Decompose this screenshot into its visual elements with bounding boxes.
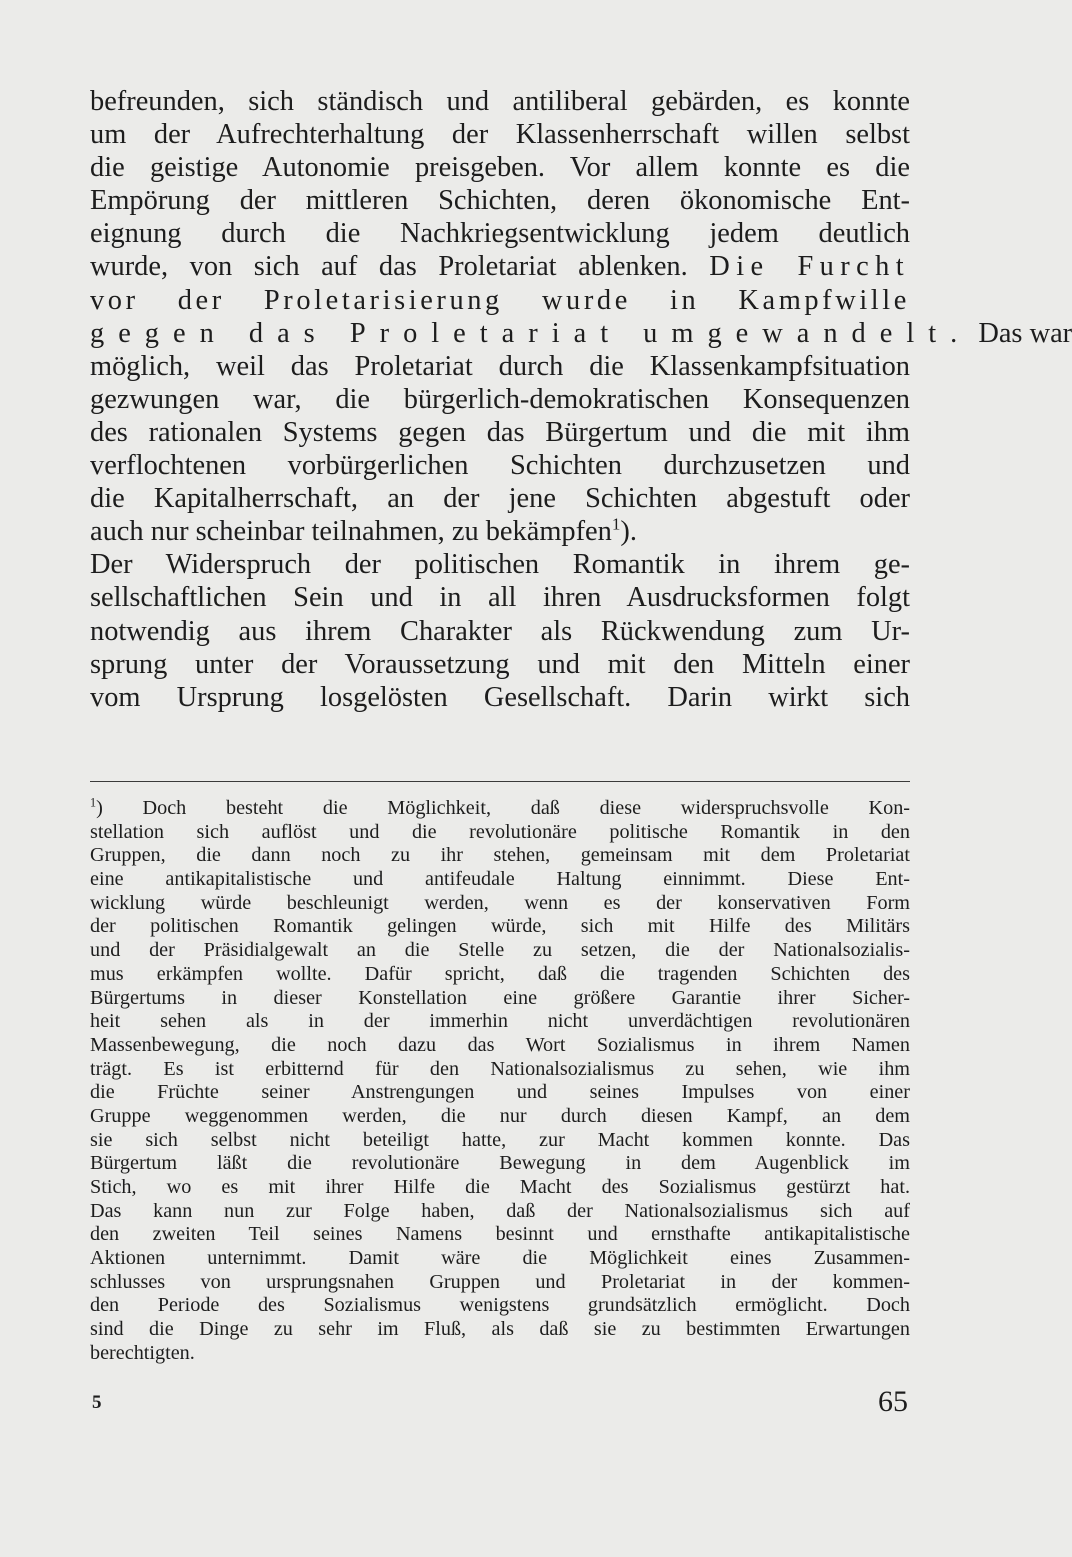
text-span: wurde, von sich auf das Proletariat ablenken. [90,251,688,283]
text-line: sprung unter der Voraussetzung und mit den Mitteln einer [90,648,910,680]
footnote-divider [90,781,910,782]
text-line: möglich, weil das Proletariat durch die Klassenkampfsituation [90,350,910,382]
footnote-line: sind die Dinge zu sehr im Fluß, als daß sie zu bestimmten Erwartungen [90,1318,910,1341]
footnote-line: sie sich selbst nicht beteiligt hatte, zur Macht kommen konnte. Das [90,1128,910,1151]
footnote-line: den Periode des Sozialismus wenigstens grundsätzlich ermöglicht. Doch [90,1294,910,1317]
text-line: Empörung der mittleren Schichten, deren ökonomische Ent- [90,185,910,217]
text-span: auch nur scheinbar teilnahmen, zu bekämpfen [90,516,612,548]
text-line: die geistige Autonomie preisgeben. Vor allem konnte es die [90,152,910,184]
footnote-line [90,797,910,821]
footnote-line: Bürgertums in dieser Konstellation eine größere Garantie ihrer Sicher- [90,986,910,1009]
footnote-line: stellation sich auflöst und die revolutionäre politische Romantik in den [90,820,910,843]
text-line: notwendig aus ihrem Charakter als Rückwendung zum Ur- [90,615,910,647]
footnote-line: Gruppen, die dann noch zu ihr stehen, gemeinsam mit dem Proletariat [90,844,910,867]
footnote-line: schlusses von ursprungsnahen Gruppen und Proletariat in der kommen- [90,1270,910,1293]
footnote-line: Massenbewegung, die noch dazu das Wort Sozialismus in ihrem Namen [90,1033,910,1056]
page-number: 65 [878,1385,908,1418]
text-span: Das war [978,317,1072,349]
footnote-line: Gruppe weggenommen werden, die nur durch diesen Kampf, an dem [90,1104,910,1127]
footnote-line: die Früchte seiner Anstrengungen und seines Impulses von einer [90,1081,910,1104]
text-line: eignung durch die Nachkriegsentwicklung jedem deutlich [90,218,910,250]
text-line: die Kapitalherrschaft, an der jene Schichten abgestuft oder [90,483,910,515]
footnote-line: der politischen Romantik gelingen würde, sich mit Hilfe des Militärs [90,915,910,938]
text-line: Der Widerspruch der politischen Romantik in ihrem ge- [90,549,910,581]
text-line: um der Aufrechterhaltung der Klassenherrschaft willen selbst [90,119,910,151]
text-line: vom Ursprung losgelösten Gesellschaft. Darin wirkt sich [90,681,910,713]
footnote-line: berechtigten. [90,1341,195,1364]
footnote-line: Aktionen unternimmt. Damit wäre die Möglichkeit eines Zusammen- [90,1247,910,1270]
text-line [90,317,1072,350]
text-line [90,250,910,283]
footnote-reference: 1 [611,514,621,534]
footnote-line: den zweiten Teil seines Namens besinnt und ernsthafte antikapitalistische [90,1223,910,1246]
footnote-line: Bürgertum läßt die revolutionäre Bewegung in dem Augenblick im [90,1152,910,1175]
footnote-line: mus erkämpfen wollte. Dafür spricht, daß die tragenden Schichten des [90,962,910,985]
footnote-marker-paren: ) [96,797,103,819]
footnote-line: Stich, wo es mit ihrer Hilfe die Macht des Sozialismus gestürzt hat. [90,1176,910,1198]
footnote-line: eine antikapitalistische und antifeudale Haltung einnimmt. Diese Ent- [90,868,910,891]
signature-mark: 5 [92,1392,102,1413]
main-text [90,85,1072,714]
emphasis-span: Die Furcht [709,251,910,283]
text-line: des rationalen Systems gegen das Bürgertum und die mit ihm [90,416,910,448]
footnote-line: Das kann nun zur Folge haben, daß der Nationalsozialismus sich auf [90,1199,910,1222]
footnote-marker: 1 [90,795,97,810]
footnote-line: heit sehen als in der immerhin nicht unverdächtigen revolutionären [90,1010,910,1033]
text-line: befreunden, sich ständisch und antiliberal gebärden, es konnte [90,86,910,117]
text-line: sellschaftlichen Sein und in all ihren Ausdrucksformen folgt [90,582,910,614]
footnote [90,797,910,1366]
footnote-line: und der Präsidialgewalt an die Stelle zu setzen, die der Nationalsozialis- [90,939,910,962]
text-span: Doch besteht die Möglichkeit, daß diese widerspruchsvolle Kon- [142,797,911,819]
footnote-line: trägt. Es ist erbitternd für den Nationalsozialismus zu sehen, wie ihm [90,1057,910,1080]
text-span: ). [620,516,637,548]
text-line: verflochtenen vorbürgerlichen Schichten durchzusetzen und [90,450,910,482]
text-line-emphasis: vor der Proletarisierung wurde in Kampfwille [90,284,910,316]
text-line: gezwungen war, die bürgerlich-demokratischen Konsequenzen [90,383,910,415]
text-line [90,515,910,548]
emphasis-span: gegen das Proletariat umgewandelt. [90,317,972,349]
footnote-line: wicklung würde beschleunigt werden, wenn es der konservativen Form [90,891,910,914]
